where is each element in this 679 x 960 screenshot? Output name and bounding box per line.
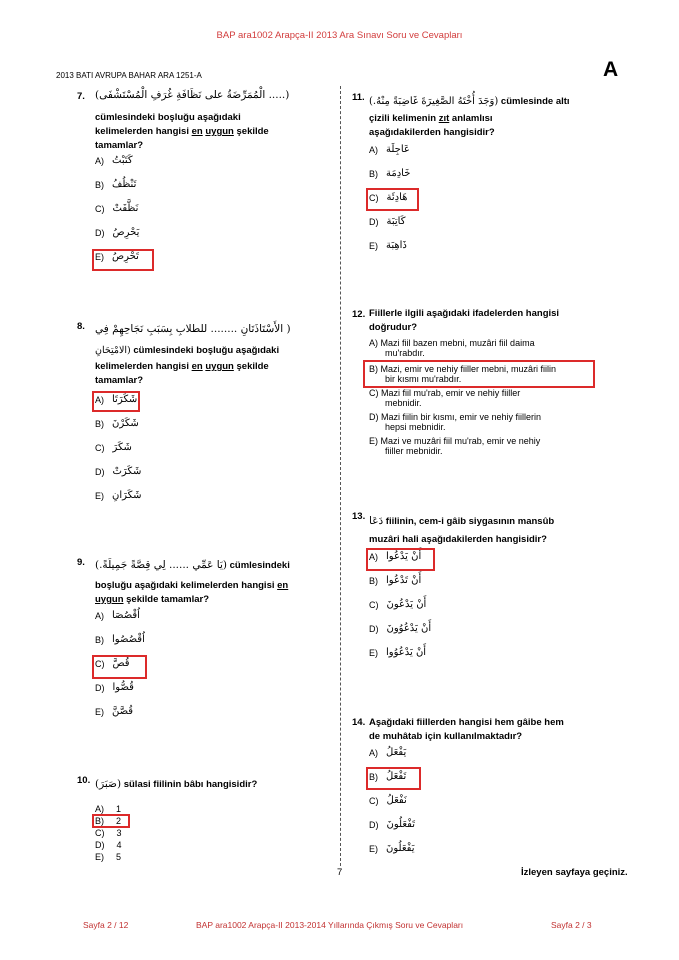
question-text-line: tamamlar? xyxy=(95,375,144,386)
option-c[interactable]: C) قُصَّ xyxy=(95,658,130,669)
next-page-note: İzleyen sayfaya geçiniz. xyxy=(521,867,628,878)
option-e[interactable]: E) 5 xyxy=(95,852,122,862)
option-b[interactable]: B) خَادِمَة xyxy=(369,168,411,179)
option-e[interactable]: E) تَحْرِصُ xyxy=(95,251,139,262)
answer-highlight-box xyxy=(92,814,130,828)
option-d[interactable]: D) قُصُّوا xyxy=(95,682,134,693)
footer-center: BAP ara1002 Arapça-II 2013-2014 Yıllarında Çıkmış Soru ve Cevapları xyxy=(196,920,464,930)
question-text-line: kelimelerden hangisi en uygun şekilde xyxy=(95,126,269,137)
question-text-line: doğrudur? xyxy=(369,322,418,333)
option-b[interactable]: B) Mazi, emir ve nehiy fiiller mebni, muzâri fiilin bir kısmı mu'rabdır. xyxy=(369,364,557,384)
question-text-line: (وَجَدَ أُخْتَهُ الصَّغِيرَةَ غَاضِبَةً مِنْهُ.) cümlesinde altı xyxy=(369,96,570,107)
question-text-line: (يَا عَمِّي ...... لِي قِصَّةً جَمِيلَةً.) cümlesindeki xyxy=(95,559,290,571)
question-text-line: uygun şekilde tamamlar? xyxy=(95,594,210,605)
question-text-line: boşluğu aşağıdaki kelimelerden hangisi en xyxy=(95,580,289,591)
question-arabic-sentence: ( الأَسْتَاذَتَانِ ........ للطلابِ بِسَبَبِ نَجَاحِهِمْ فِي xyxy=(95,323,291,335)
option-b[interactable]: B) أَنْ تَدْعُوا xyxy=(369,575,422,586)
question-number: 11. xyxy=(352,92,365,103)
question-text-line: Aşağıdaki fiillerden hangisi hem gâibe hem xyxy=(369,717,564,728)
option-e[interactable]: E) شَكَرَانِ xyxy=(95,490,142,501)
option-c[interactable]: C) نَظَّفَتْ xyxy=(95,203,139,214)
option-b[interactable]: B) تَنْظُفُ xyxy=(95,179,137,190)
answer-highlight-box xyxy=(92,655,147,679)
document-header-title: BAP ara1002 Arapça-II 2013 Ara Sınavı Soru ve Cevapları xyxy=(216,30,463,41)
footer-left: Sayfa 2 / 12 xyxy=(83,920,129,930)
question-text-line: kelimelerden hangisi en uygun şekilde xyxy=(95,361,269,372)
answer-highlight-box xyxy=(363,360,595,388)
page-number: 7 xyxy=(337,867,343,878)
question-number: 13. xyxy=(352,511,366,522)
option-d[interactable]: D) 4 xyxy=(95,840,122,850)
option-d[interactable]: D) كَاتِبَة xyxy=(369,216,406,227)
option-a[interactable]: A) أَنْ يَدْعُوا xyxy=(369,551,422,562)
column-divider xyxy=(340,86,341,866)
footer-right: Sayfa 2 / 3 xyxy=(551,920,592,930)
question-number: 14. xyxy=(352,717,366,728)
question-number: 7. xyxy=(77,91,85,102)
option-e[interactable]: E) أَنْ يَدْعُوُوا xyxy=(369,647,427,658)
option-a[interactable]: A) شَكَرَتَا xyxy=(95,394,138,405)
question-text-line: Fiillerle ilgili aşağıdaki ifadelerden hangisi xyxy=(369,308,560,319)
question-text-line: de muhâtab için kullanılmaktadır? xyxy=(369,731,523,742)
question-number: 12. xyxy=(352,309,366,320)
question-number: 8. xyxy=(77,321,85,332)
option-b[interactable]: B) تَفْعَلُ xyxy=(369,771,407,782)
question-number: 10. xyxy=(77,775,91,786)
question-text-line: (الامْتِحَانِ cümlesindeki boşluğu aşağıdaki xyxy=(95,345,280,356)
answer-highlight-box xyxy=(92,249,154,271)
option-e[interactable]: E) ذَاهِبَة xyxy=(369,240,407,251)
option-c[interactable]: C) 3 xyxy=(95,828,122,838)
option-d[interactable]: D) أَنْ يَدْعُوُونَ xyxy=(369,623,432,634)
option-d[interactable]: D) تَفْعَلُونَ xyxy=(369,819,415,830)
exam-code: 2013 BATI AVRUPA BAHAR ARA 1251-A xyxy=(56,71,202,80)
option-a[interactable]: A) عَاجِلَة xyxy=(369,144,410,155)
question-text-line: aşağıdakilerden hangisidir? xyxy=(369,127,495,138)
option-e[interactable]: E) Mazi ve muzâri fiil mu'rab, emir ve nehiy fiiller mebnidir. xyxy=(369,436,541,456)
question-text-line: cümlesindeki boşluğu aşağıdaki xyxy=(95,112,241,123)
option-c[interactable]: C) شَكَرَ xyxy=(95,442,132,453)
question-number: 9. xyxy=(77,557,85,568)
question-text-line: دَعَا fiilinin, cem-i gâib siygasının mansûb xyxy=(369,515,555,527)
question-text-line: çizili kelimenin zıt anlamlısı xyxy=(369,113,493,124)
question-text-line: tamamlar? xyxy=(95,140,144,151)
option-d[interactable]: D) Mazi fiilin bir kısmı, emir ve nehiy fiillerin hepsi mebnidir. xyxy=(369,412,542,432)
option-d[interactable]: D) شَكَرَتْ xyxy=(95,466,142,477)
option-a[interactable]: A) Mazi fiil bazen mebni, muzâri fiil daima mu'rabdır. xyxy=(369,338,535,358)
option-e[interactable]: E) قُصَّنَّ xyxy=(95,706,134,717)
answer-highlight-box xyxy=(366,188,419,211)
option-a[interactable]: A) يَفْعَلُ xyxy=(369,747,407,758)
answer-highlight-box xyxy=(366,548,435,571)
option-d[interactable]: D) يَحْرِصُ xyxy=(95,227,140,238)
option-b[interactable]: B) 2 xyxy=(95,816,122,826)
option-c[interactable]: C) أَنْ يَدْعُونَ xyxy=(369,599,427,610)
option-c[interactable]: C) نَفْعَلُ xyxy=(369,795,407,806)
option-a[interactable]: A) اُقْصُصَا xyxy=(95,610,140,621)
question-arabic-sentence: (..... الْمُمَرِّضَةُ على نَظَافَةِ غُرَفِ الْمُسْتَشْفَى) xyxy=(95,89,290,101)
question-text-line: (صَبَرَ) sülasi fiilinin bâbı hangisidir? xyxy=(95,778,258,790)
answer-highlight-box xyxy=(366,767,421,790)
option-c[interactable]: C) Mazi fiil mu'rab, emir ve nehiy fiiller mebnidir. xyxy=(369,388,521,408)
question-text-line: muzâri hali aşağıdakilerden hangisidir? xyxy=(369,534,547,545)
option-b[interactable]: B) اُقْصُصُوا xyxy=(95,634,145,645)
answer-highlight-box xyxy=(92,391,140,412)
option-e[interactable]: E) يَفْعَلُونَ xyxy=(369,843,415,854)
booklet-version: A xyxy=(603,58,619,81)
option-a[interactable]: A) 1 xyxy=(95,804,122,814)
option-b[interactable]: B) شَكَرْنَ xyxy=(95,418,139,429)
option-c[interactable]: C) هَادِئَة xyxy=(369,192,408,203)
option-a[interactable]: A) كَتَبْتُ xyxy=(95,155,133,166)
